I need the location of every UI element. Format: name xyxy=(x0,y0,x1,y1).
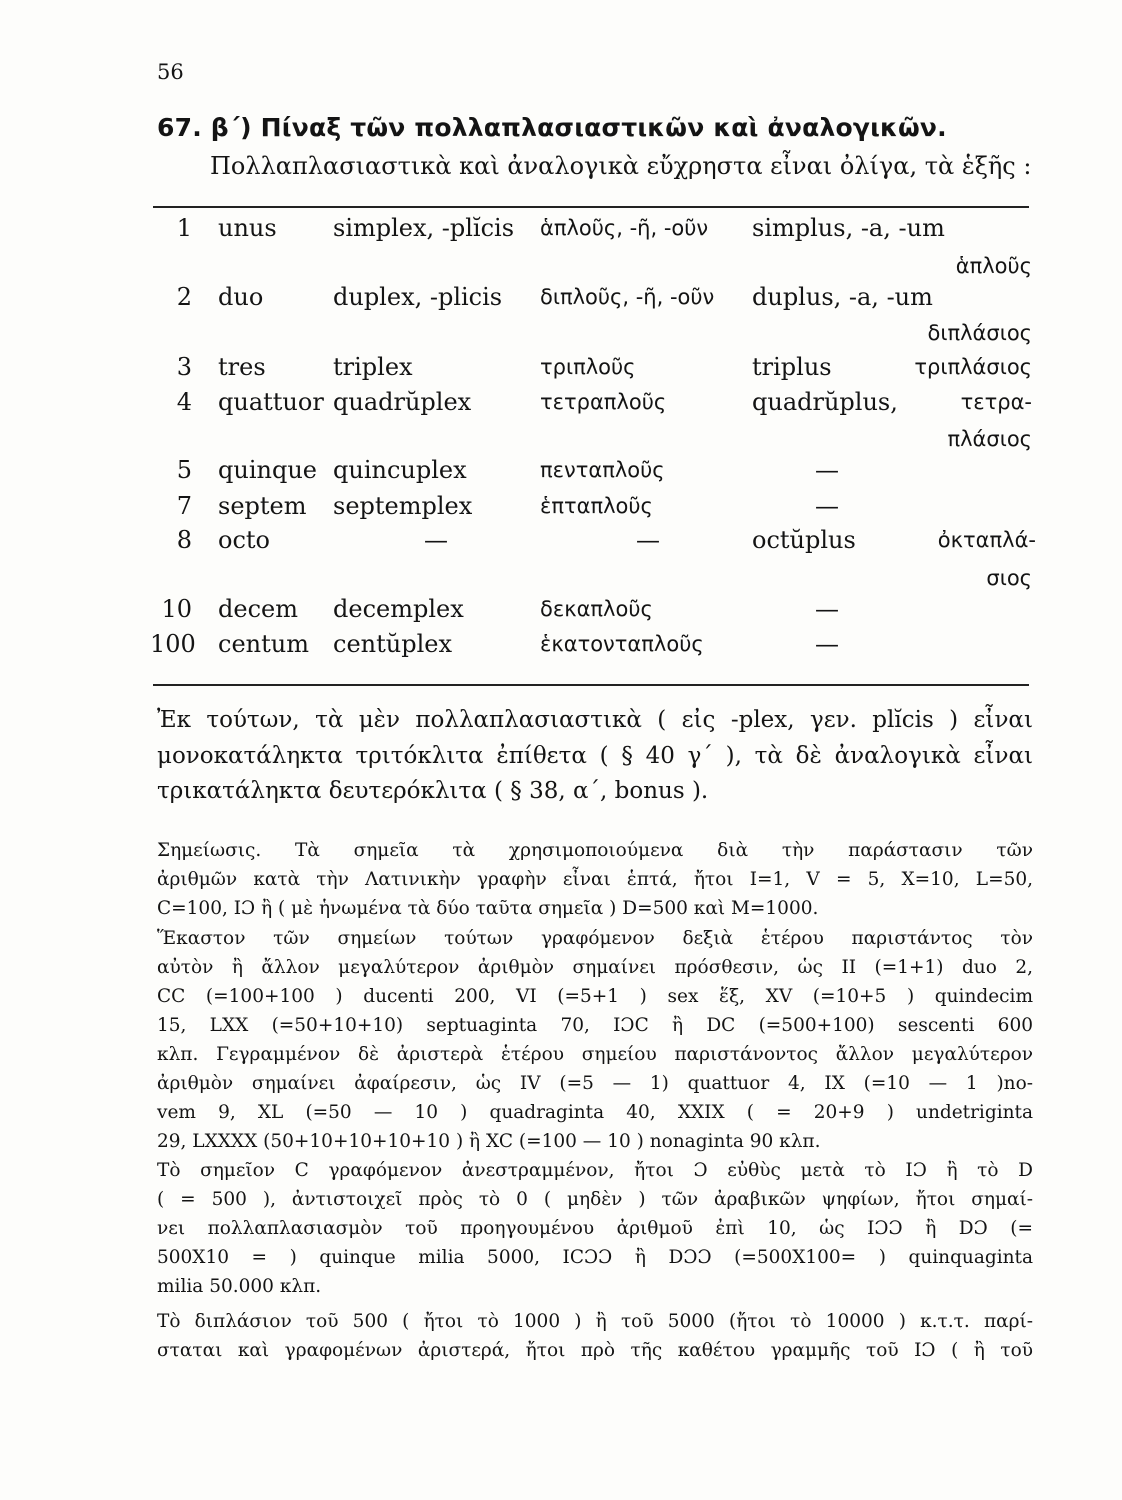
note-line: αὐτὸν ἢ ἄλλον μεγαλύτερον ἀριθμὸν σημαίνει πρόσθεσιν, ὡς II (=1+1) duo 2, xyxy=(157,957,1033,978)
latin-numeral: septem xyxy=(218,492,307,520)
multiplicative: quincuplex xyxy=(333,456,467,484)
note-line: 29, LXXXX (50+10+10+10+10 ) ἢ XC (=100 — 10 ) nonaginta 90 κλπ. xyxy=(157,1131,821,1152)
row-number: 4 xyxy=(176,388,192,416)
greek-proportional: τετρα- xyxy=(960,390,1032,414)
latin-numeral: duo xyxy=(218,283,264,311)
intro-line: Πολλαπλασιαστικὰ καὶ ἀναλογικὰ εὔχρηστα εἶναι ὀλίγα, τὰ ἑξῆς : xyxy=(210,152,1032,180)
row-number: 5 xyxy=(176,456,192,484)
multiplicative: septemplex xyxy=(333,492,473,520)
greek-multiplicative: τριπλοῦς xyxy=(540,355,636,379)
proportional: duplus, -a, -um xyxy=(752,283,933,311)
latin-numeral: decem xyxy=(218,595,298,623)
page-number: 56 xyxy=(157,60,184,84)
greek-multiplicative: τετραπλοῦς xyxy=(540,390,667,414)
note-line: CC (=100+100 ) ducenti 200, VI (=5+1 ) sex ἕξ, XV (=10+5 ) quindecim xyxy=(157,986,1033,1007)
proportional: — xyxy=(815,456,839,484)
greek-multiplicative: δεκαπλοῦς xyxy=(540,597,653,621)
greek-multiplicative: — xyxy=(636,526,660,554)
row-number: 100 xyxy=(150,630,196,658)
table-row xyxy=(0,630,1122,666)
greek-proportional: ὀκταπλά- xyxy=(937,528,1036,552)
multiplicative: centŭplex xyxy=(333,630,452,658)
paragraph-line: τρικατάληκτα δευτερόκλιτα ( § 38, α΄, bonus ). xyxy=(157,778,709,804)
proportional: triplus xyxy=(752,353,832,381)
section-heading: 67. β΄) Πίναξ τῶν πολλαπλασιαστικῶν καὶ ἀναλογικῶν. xyxy=(157,113,947,142)
note-line: κλπ. Γεγραμμένον δὲ ἀριστερὰ ἑτέρου σημείου παριστάνοντος ἄλλον μεγαλύτερον xyxy=(157,1044,1033,1065)
note-line: ( = 500 ), ἀντιστοιχεῖ πρὸς τὸ 0 ( μηδὲν ) τῶν ἀραβικῶν ψηφίων, ἤτοι σημαί- xyxy=(157,1189,1033,1210)
multiplicative: triplex xyxy=(333,353,413,381)
row-number: 1 xyxy=(176,214,192,242)
table-row xyxy=(0,456,1122,492)
note-line: milia 50.000 κλπ. xyxy=(157,1276,322,1297)
proportional: octŭplus xyxy=(752,526,856,554)
multiplicative: quadrŭplex xyxy=(333,388,472,416)
note-line: Ἕκαστον τῶν σημείων τούτων γραφόμενον δεξιὰ ἑτέρου παριστάντος τὸν xyxy=(157,928,1033,949)
greek-multiplicative: πενταπλοῦς xyxy=(540,458,665,482)
note-line: ἀριθμὸν σημαίνει ἀφαίρεσιν, ὡς IV (=5 — 1) quattuor 4, IX (=10 — 1 )no- xyxy=(157,1073,1033,1094)
note-line: C=100, IƆ ἢ ( μὲ ἡνωμένα τὰ δύο ταῦτα σημεῖα ) D=500 καὶ M=1000. xyxy=(157,898,819,919)
greek-proportional-continued: πλάσιος xyxy=(947,427,1032,451)
table-row xyxy=(0,283,1122,319)
row-number: 3 xyxy=(176,353,192,381)
row-number: 8 xyxy=(176,526,192,554)
note-line: Τὸ διπλάσιον τοῦ 500 ( ἤτοι τὸ 1000 ) ἢ τοῦ 5000 (ἤτοι τὸ 10000 ) κ.τ.τ. παρί- xyxy=(157,1311,1033,1332)
latin-numeral: octo xyxy=(218,526,270,554)
note-line: ἀριθμῶν κατὰ τὴν Λατινικὴν γραφὴν εἶναι ἑπτά, ἤτοι I=1, V = 5, X=10, L=50, xyxy=(157,869,1033,890)
proportional: simplus, -a, -um xyxy=(752,214,945,242)
greek-proportional: ἁπλοῦς xyxy=(955,254,1032,278)
note-line: Σημείωσις. Τὰ σημεῖα τὰ χρησιμοποιούμενα διὰ τὴν παράστασιν τῶν xyxy=(157,840,1033,861)
table-row xyxy=(0,526,1122,562)
latin-numeral: unus xyxy=(218,214,277,242)
greek-multiplicative: ἁπλοῦς, -ῆ, -οῦν xyxy=(540,216,709,240)
latin-numeral: tres xyxy=(218,353,266,381)
table-bottom-rule xyxy=(153,684,1029,686)
greek-multiplicative: ἑκατονταπλοῦς xyxy=(540,632,704,656)
note-line: 500X10 = ) quinque milia 5000, ICƆƆ ἢ DƆƆ (=500X100= ) quinquaginta xyxy=(157,1247,1033,1268)
greek-proportional: τριπλάσιος xyxy=(914,355,1032,379)
paragraph-line: μονοκατάληκτα τριτόκλιτα ἐπίθετα ( § 40 γ΄ ), τὰ δὲ ἀναλογικὰ εἶναι xyxy=(157,743,1033,769)
multiplicative: simplex, -plĭcis xyxy=(333,214,515,242)
table-top-rule xyxy=(153,206,1029,208)
multiplicative: decemplex xyxy=(333,595,464,623)
paragraph-line: Ἐκ τούτων, τὰ μὲν πολλαπλασιαστικὰ ( εἰς -plex, γεν. plĭcis ) εἶναι xyxy=(157,707,1033,733)
greek-proportional: διπλάσιος xyxy=(927,321,1032,345)
greek-multiplicative: ἑπταπλοῦς xyxy=(540,494,653,518)
proportional: — xyxy=(815,492,839,520)
multiplicative: — xyxy=(424,526,448,554)
proportional: — xyxy=(815,630,839,658)
latin-numeral: centum xyxy=(218,630,309,658)
row-number: 7 xyxy=(176,492,192,520)
latin-numeral: quinque xyxy=(218,456,317,484)
table-row xyxy=(0,388,1122,424)
greek-proportional-continued: σιος xyxy=(986,566,1032,590)
proportional: — xyxy=(815,595,839,623)
greek-multiplicative: διπλοῦς, -ῆ, -οῦν xyxy=(540,285,715,309)
table-row xyxy=(0,595,1122,631)
table-row xyxy=(0,353,1122,389)
row-number: 10 xyxy=(161,595,192,623)
note-line: Τὸ σημεῖον C γραφόμενον ἀνεστραμμένον, ἤτοι Ɔ εὐθὺς μετὰ τὸ IƆ ἢ τὸ D xyxy=(157,1160,1033,1181)
table-row xyxy=(0,492,1122,528)
table-row xyxy=(0,214,1122,250)
proportional: quadrŭplus, xyxy=(752,388,898,416)
latin-numeral: quattuor xyxy=(218,388,324,416)
note-line: vem 9, XL (=50 — 10 ) quadraginta 40, XXIX ( = 20+9 ) undetriginta xyxy=(157,1102,1033,1123)
note-line: σταται καὶ γραφομένων ἀριστερά, ἤτοι πρὸ τῆς καθέτου γραμμῆς τοῦ IƆ ( ἢ τοῦ xyxy=(157,1340,1033,1361)
row-number: 2 xyxy=(176,283,192,311)
note-line: νει πολλαπλασιασμὸν τοῦ προηγουμένου ἀριθμοῦ ἐπὶ 10, ὡς IƆƆ ἢ DƆ (= xyxy=(157,1218,1033,1239)
note-line: 15, LXX (=50+10+10) septuaginta 70, IƆC ἢ DC (=500+100) sescenti 600 xyxy=(157,1015,1033,1036)
multiplicative: duplex, -plicis xyxy=(333,283,503,311)
